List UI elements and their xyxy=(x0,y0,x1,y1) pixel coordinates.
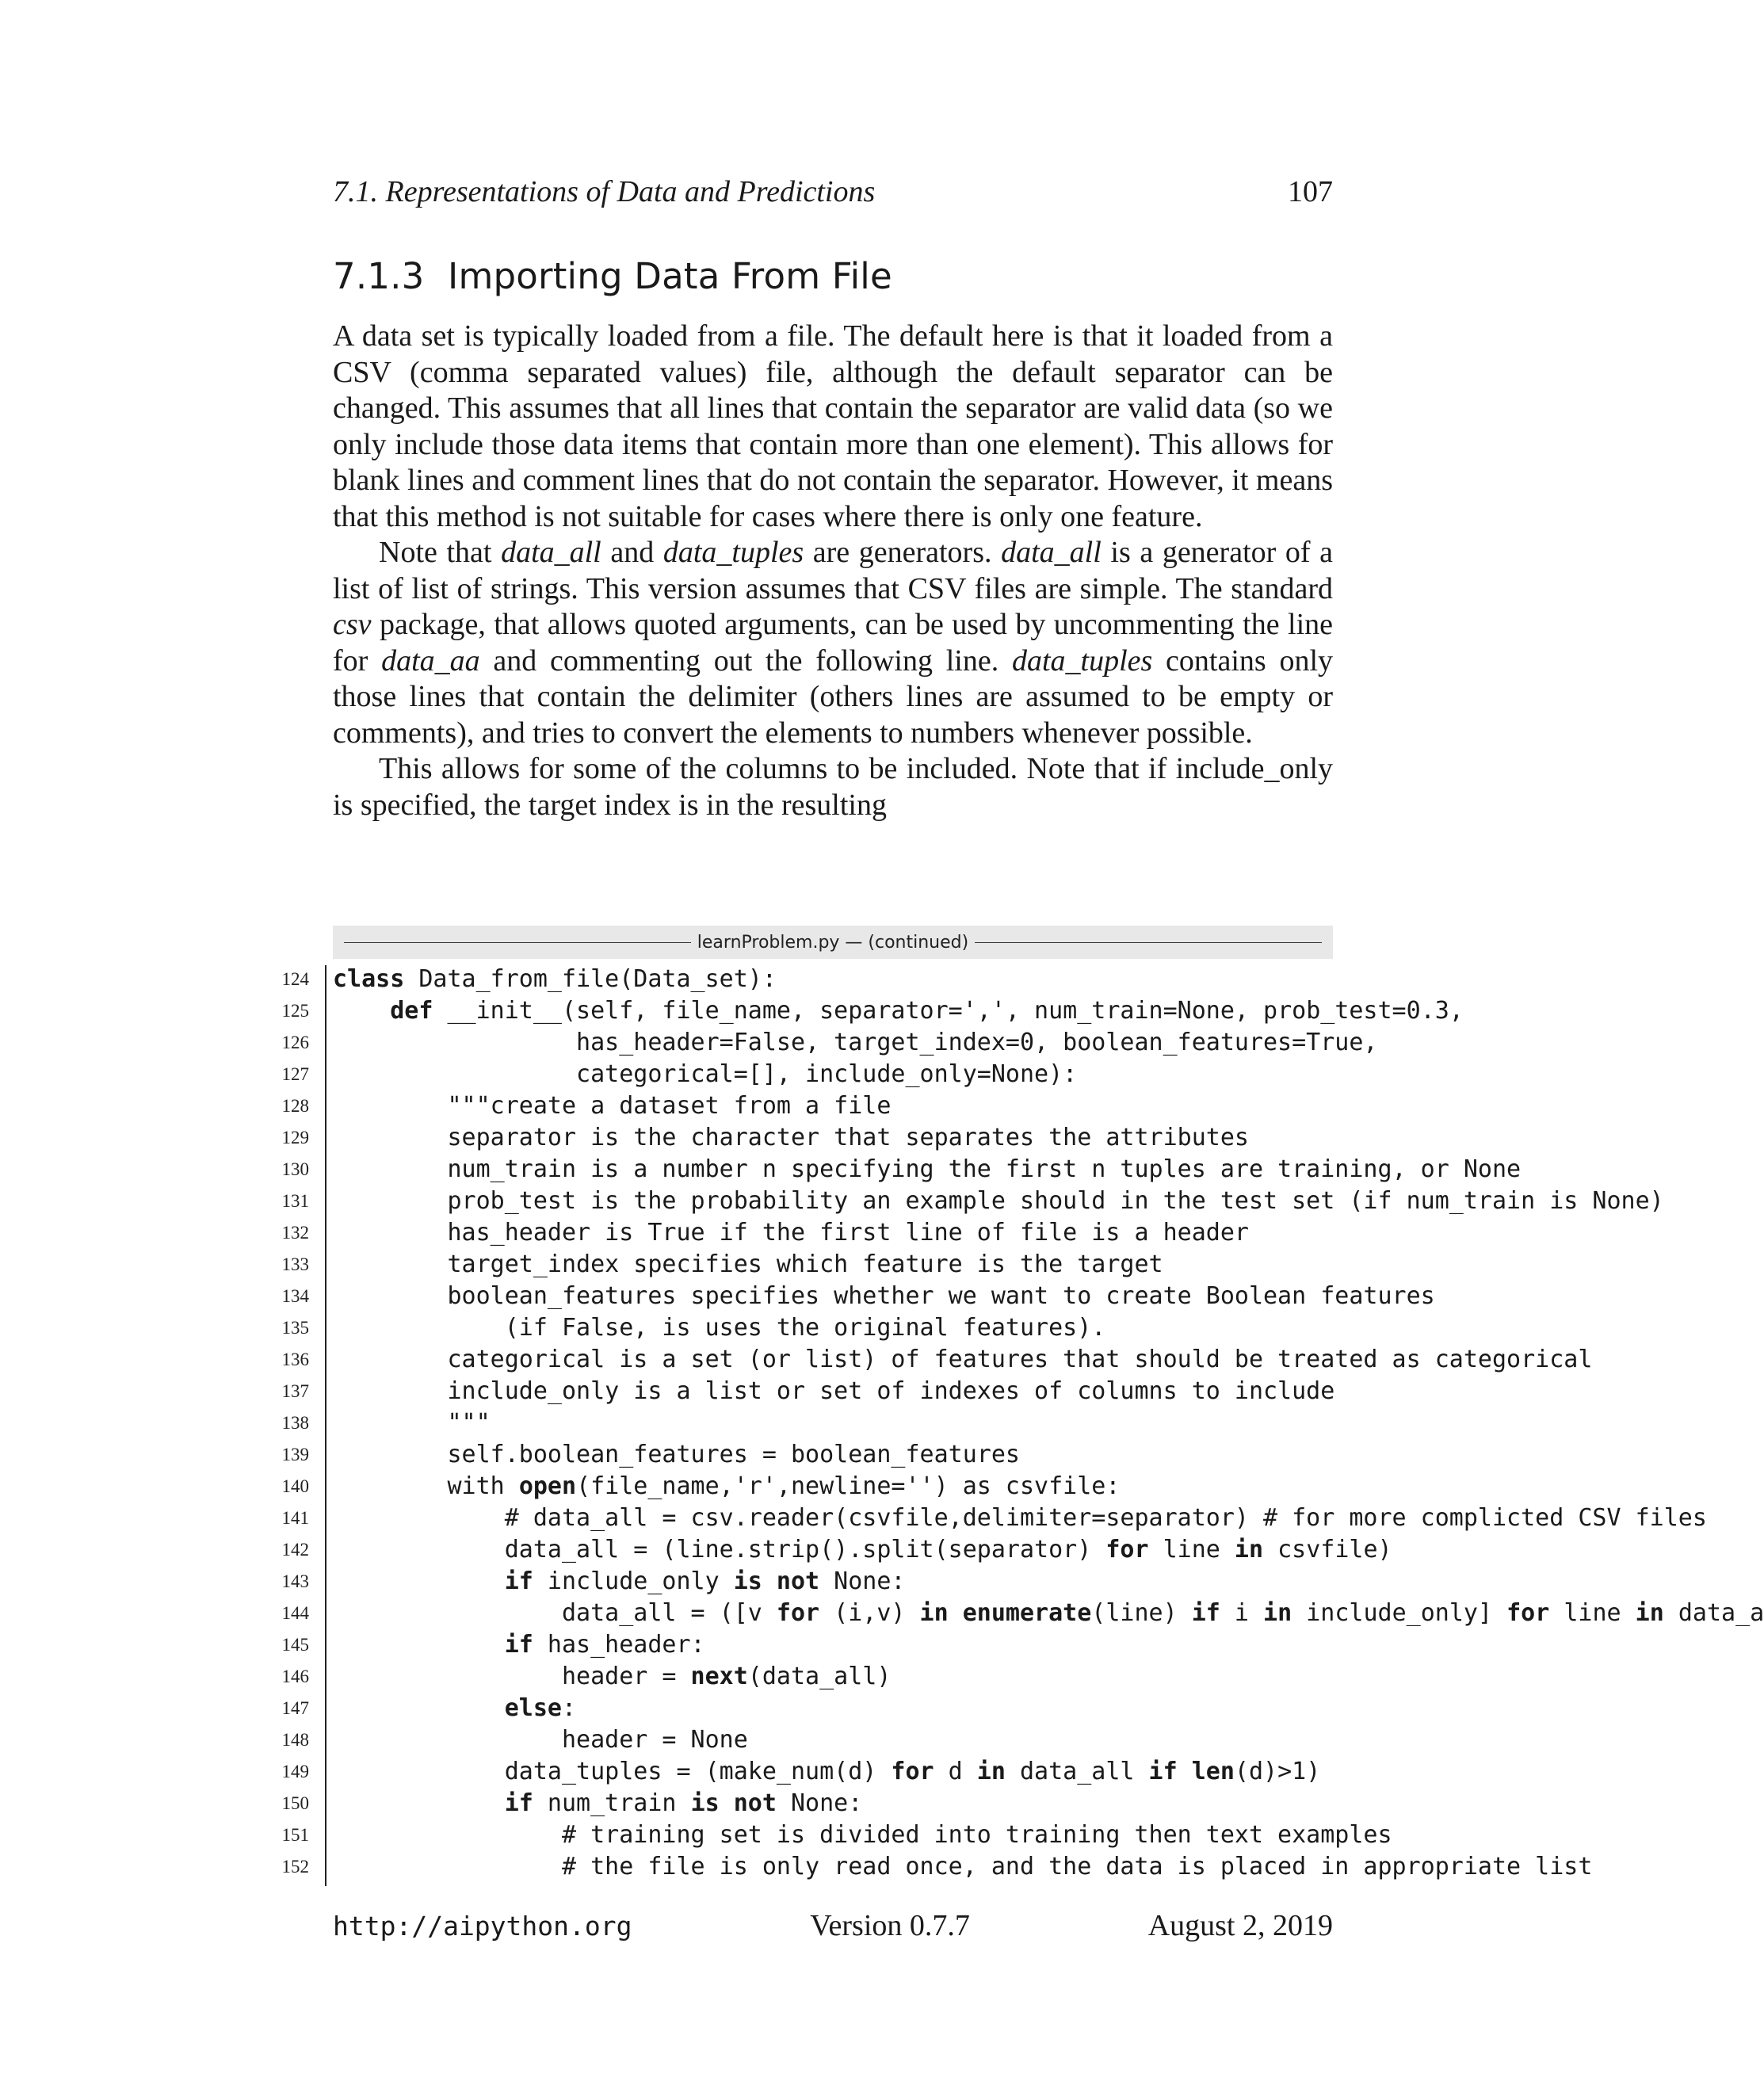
code-segment: None: xyxy=(776,1789,863,1817)
listing-rule-left xyxy=(344,942,691,943)
code-text xyxy=(333,1502,1707,1534)
code-segment: num_train is a number n specifying the first n tuples are training, or None xyxy=(333,1155,1522,1183)
line-number: 152 xyxy=(281,1857,309,1877)
code-segment: header = xyxy=(333,1663,691,1690)
code-segment: (file_name,'r',newline='') as csvfile: xyxy=(576,1472,1121,1500)
footer-version: Version 0.7.7 xyxy=(810,1909,970,1942)
line-number: 129 xyxy=(281,1128,309,1147)
code-line xyxy=(262,1534,1623,1566)
paragraph-2 xyxy=(333,535,1333,751)
code-segment: data_all = (line.strip().split(separator) xyxy=(333,1536,1106,1564)
line-number: 127 xyxy=(281,1064,309,1084)
code-keyword: for xyxy=(1105,1536,1149,1564)
code-text xyxy=(333,1724,748,1756)
page-number: 107 xyxy=(1288,175,1333,208)
code-listing xyxy=(262,964,1764,1883)
code-keyword: if xyxy=(504,1567,533,1595)
code-keyword: len xyxy=(1191,1758,1235,1785)
code-line xyxy=(262,1439,1623,1471)
paragraph-2-emphasis: data_tuples xyxy=(662,536,804,569)
code-segment: (line) xyxy=(1091,1599,1192,1627)
code-line xyxy=(262,1249,1623,1281)
code-segment: include_only is a list or set of indexes of columns to include xyxy=(333,1377,1335,1405)
code-segment: separator is the character that separates the attributes xyxy=(333,1124,1249,1151)
code-text xyxy=(333,1090,891,1122)
code-text xyxy=(333,1249,1163,1281)
code-segment: Data_from_file(Data_set): xyxy=(404,965,777,993)
code-line xyxy=(262,964,1623,995)
footer-url: http://aipython.org xyxy=(333,1911,632,1942)
section-title: Importing Data From File xyxy=(448,255,892,297)
line-number: 145 xyxy=(281,1635,309,1655)
code-segment: with xyxy=(333,1472,519,1500)
code-segment: __init__(self, file_name, separator=',', num_train=None, prob_test=0.3, xyxy=(433,997,1464,1025)
listing-header xyxy=(333,926,1333,959)
code-line xyxy=(262,1186,1664,1217)
code-text xyxy=(333,1154,1521,1186)
line-number: 144 xyxy=(281,1603,309,1623)
paragraph-2-emphasis: csv xyxy=(333,608,372,641)
code-segment: data_tuples = (make_num(d) xyxy=(333,1758,892,1785)
line-number: 150 xyxy=(281,1793,309,1813)
code-text xyxy=(333,1217,1249,1249)
paragraph-2-text: is a generator of a list of list of strings. This version assumes that CSV files are simple. The standard xyxy=(333,536,1334,605)
listing-rule-right xyxy=(975,942,1322,943)
code-segment: """create a dataset from a file xyxy=(333,1092,892,1120)
code-keyword: for xyxy=(891,1758,934,1785)
paragraph-2-emphasis: data_all xyxy=(501,536,601,569)
code-segment: # data_all = csv.reader(csvfile,delimiter=separator) # for more complicted CSV files xyxy=(333,1504,1707,1532)
code-segment: : xyxy=(562,1694,577,1722)
code-segment: categorical=[], include_only=None): xyxy=(333,1060,1078,1088)
code-keyword: def xyxy=(390,997,433,1025)
code-segment xyxy=(949,1599,963,1627)
line-number: 125 xyxy=(281,1001,309,1021)
paragraph-3: This allows for some of the columns to be included. Note that if include_only is specified, the target index is in the resulting xyxy=(333,752,1333,822)
code-line xyxy=(262,1059,1623,1090)
code-text xyxy=(333,1027,1378,1059)
code-line xyxy=(262,1566,1623,1598)
code-keyword: in xyxy=(919,1599,949,1627)
code-text xyxy=(333,995,1464,1027)
code-text xyxy=(333,964,777,995)
code-segment: # the file is only read once, and the data is placed in appropriate list xyxy=(333,1853,1593,1880)
code-line xyxy=(262,1629,1623,1661)
code-keyword: if xyxy=(1191,1599,1220,1627)
code-line xyxy=(262,1724,1623,1756)
code-segment xyxy=(333,1694,505,1722)
code-segment: """ xyxy=(333,1409,491,1437)
code-segment: d xyxy=(934,1758,977,1785)
code-keyword: in xyxy=(976,1758,1006,1785)
code-line xyxy=(262,1851,1623,1883)
code-segment: target_index specifies which feature is the target xyxy=(333,1250,1163,1278)
code-text xyxy=(333,1312,1105,1344)
code-line xyxy=(262,1027,1623,1059)
section-number: 7.1.3 xyxy=(333,255,425,297)
code-text xyxy=(333,1186,1664,1217)
code-segment: has_header: xyxy=(533,1631,705,1659)
line-number: 128 xyxy=(281,1096,309,1116)
code-line xyxy=(262,1661,1623,1693)
code-segment: (if False, is uses the original features). xyxy=(333,1314,1106,1342)
code-text xyxy=(333,1122,1249,1154)
line-number: 147 xyxy=(281,1698,309,1718)
code-text xyxy=(333,1598,1764,1629)
code-keyword: is not xyxy=(733,1567,820,1595)
code-keyword: next xyxy=(690,1663,748,1690)
code-text xyxy=(333,1471,1120,1502)
code-keyword: if xyxy=(504,1631,533,1659)
line-number: 142 xyxy=(281,1540,309,1560)
line-number: 137 xyxy=(281,1381,309,1401)
page-footer xyxy=(333,1908,1333,1943)
code-line xyxy=(262,1344,1623,1376)
line-number: 130 xyxy=(281,1159,309,1179)
code-line xyxy=(262,1693,1623,1724)
line-number: 136 xyxy=(281,1350,309,1369)
code-line xyxy=(262,1502,1707,1534)
line-number: 146 xyxy=(281,1667,309,1686)
body-text xyxy=(333,319,1333,823)
code-segment xyxy=(333,997,390,1025)
line-number: 134 xyxy=(281,1286,309,1306)
code-text xyxy=(333,1788,862,1819)
code-segment: # training set is divided into training then text examples xyxy=(333,1821,1392,1849)
code-segment: csvfile) xyxy=(1263,1536,1392,1564)
line-number: 132 xyxy=(281,1223,309,1243)
code-text xyxy=(333,1693,576,1724)
code-line xyxy=(262,1281,1623,1312)
running-head xyxy=(333,174,1333,209)
code-segment: (d)>1) xyxy=(1234,1758,1321,1785)
code-line xyxy=(262,995,1623,1027)
code-text xyxy=(333,1851,1592,1883)
code-segment: prob_test is the probability an example should in the test set (if num_train is None) xyxy=(333,1187,1664,1215)
line-number: 133 xyxy=(281,1254,309,1274)
code-segment: has_header is True if the first line of file is a header xyxy=(333,1219,1249,1247)
code-segment: line xyxy=(1148,1536,1235,1564)
code-line xyxy=(262,1471,1623,1502)
paragraph-2-text: package, that allows quoted arguments, can be used by uncommenting the line for xyxy=(333,608,1333,678)
code-segment: num_train xyxy=(533,1789,691,1817)
code-text xyxy=(333,1059,1077,1090)
code-segment: boolean_features specifies whether we want to create Boolean features xyxy=(333,1282,1435,1310)
code-keyword: in xyxy=(1234,1536,1264,1564)
code-segment xyxy=(333,1631,505,1659)
line-number: 138 xyxy=(281,1413,309,1433)
code-text xyxy=(333,1534,1392,1566)
code-text xyxy=(333,1661,891,1693)
paragraph-2-text: Note that xyxy=(379,536,502,569)
code-text xyxy=(333,1439,1020,1471)
paragraph-2-text: are generators. xyxy=(804,536,1002,569)
code-keyword: for xyxy=(1506,1599,1550,1627)
line-number: 124 xyxy=(281,969,309,989)
line-number: 148 xyxy=(281,1730,309,1750)
line-number: 143 xyxy=(281,1571,309,1591)
code-segment: None: xyxy=(819,1567,906,1595)
code-segment: line xyxy=(1549,1599,1636,1627)
code-line xyxy=(262,1598,1764,1629)
code-segment xyxy=(333,1567,505,1595)
code-segment: data_all = ([v xyxy=(333,1599,777,1627)
code-keyword: for xyxy=(776,1599,820,1627)
code-text xyxy=(333,1376,1334,1407)
paragraph-2-text: and commenting out the following line. xyxy=(479,643,1012,678)
code-text xyxy=(333,1566,906,1598)
code-segment: i xyxy=(1220,1599,1264,1627)
running-head-title: 7.1. Representations of Data and Predictions xyxy=(333,175,876,208)
code-keyword: open xyxy=(518,1472,577,1500)
code-segment: include_only] xyxy=(1292,1599,1507,1627)
code-line xyxy=(262,1122,1623,1154)
code-segment: (data_all) xyxy=(747,1663,892,1690)
code-keyword: class xyxy=(333,965,405,993)
code-line xyxy=(262,1154,1623,1186)
paragraph-2-emphasis: data_all xyxy=(1001,536,1102,569)
code-segment: data_a xyxy=(1663,1599,1764,1627)
paragraph-2-emphasis: data_aa xyxy=(381,643,480,678)
code-line xyxy=(262,1090,1623,1122)
code-keyword: else xyxy=(504,1694,562,1722)
code-keyword: enumerate xyxy=(962,1599,1092,1627)
code-segment: include_only xyxy=(533,1567,734,1595)
line-number: 141 xyxy=(281,1508,309,1528)
code-segment xyxy=(333,1789,505,1817)
line-number: 149 xyxy=(281,1762,309,1781)
code-segment: (i,v) xyxy=(819,1599,920,1627)
paragraph-2-emphasis: data_tuples xyxy=(1011,643,1153,678)
line-number: 139 xyxy=(281,1445,309,1464)
code-line xyxy=(262,1312,1623,1344)
code-text xyxy=(333,1344,1592,1376)
code-keyword: if xyxy=(504,1789,533,1817)
code-text xyxy=(333,1756,1320,1788)
paragraph-2-text: contains only those lines that contain the delimiter (others lines are assumed to be empty or comments), and tries to convert the elements to numbers whenever possible. xyxy=(333,643,1333,750)
code-segment: has_header=False, target_index=0, boolean_features=True, xyxy=(333,1029,1378,1056)
code-line xyxy=(262,1819,1623,1851)
code-text xyxy=(333,1281,1435,1312)
code-text xyxy=(333,1629,705,1661)
code-keyword: if xyxy=(1148,1758,1178,1785)
code-segment: header = None xyxy=(333,1726,748,1754)
code-line xyxy=(262,1407,1623,1439)
code-line xyxy=(262,1756,1623,1788)
code-segment xyxy=(1178,1758,1192,1785)
code-segment: categorical is a set (or list) of features that should be treated as categorical xyxy=(333,1346,1593,1373)
code-segment: self.boolean_features = boolean_features xyxy=(333,1441,1020,1468)
code-text xyxy=(333,1819,1392,1851)
code-text xyxy=(333,1407,491,1439)
code-segment: data_all xyxy=(1005,1758,1149,1785)
code-keyword: in xyxy=(1263,1599,1292,1627)
code-keyword: is not xyxy=(690,1789,777,1817)
code-line xyxy=(262,1217,1623,1249)
line-number: 135 xyxy=(281,1318,309,1338)
code-line xyxy=(262,1788,1623,1819)
section-heading xyxy=(333,255,1333,297)
code-line xyxy=(262,1376,1623,1407)
paragraph-2-text: and xyxy=(601,536,663,569)
line-number: 151 xyxy=(281,1825,309,1845)
code-keyword: in xyxy=(1635,1599,1664,1627)
line-number: 131 xyxy=(281,1191,309,1211)
line-number: 126 xyxy=(281,1033,309,1052)
paragraph-1: A data set is typically loaded from a file. The default here is that it loaded from a CSV (comma separated values) file, although the default separator can be changed. This assumes that all lines that contain the separator are valid data (so we only include those data items that contain more than one element). This allows for blank lines and comment lines that do not contain the separator. However, it means that this method is not suitable for cases where there is only one feature. xyxy=(333,319,1333,533)
line-number: 140 xyxy=(281,1476,309,1496)
footer-date: August 2, 2019 xyxy=(1147,1909,1333,1942)
listing-title: learnProblem.py — (continued) xyxy=(697,932,969,953)
